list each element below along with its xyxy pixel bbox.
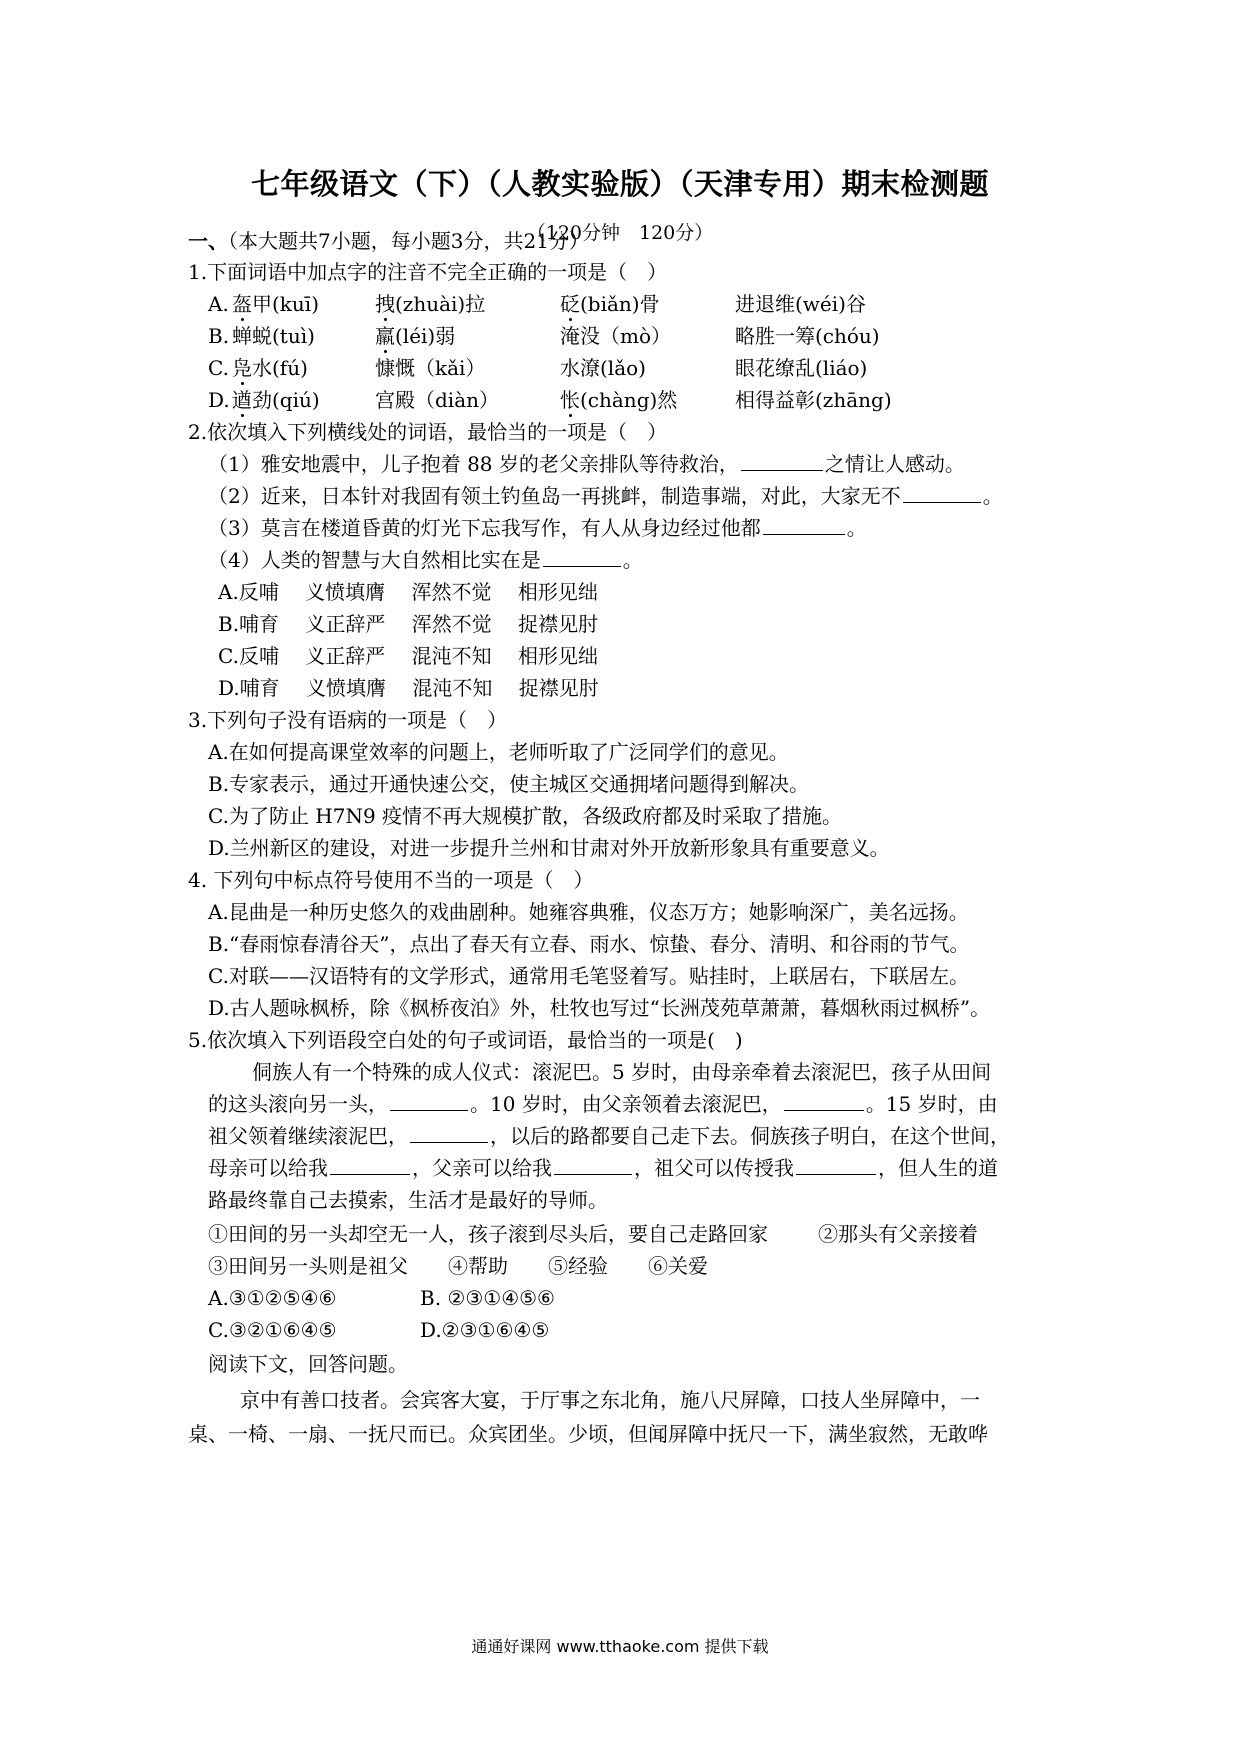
reading-text-line1: 京中有善口技者。会宾客大宴，于厅事之东北角，施八尺屏障，口技人坐屏障中，一: [240, 1388, 980, 1412]
q5-option-b: B. ②③①④⑤⑥: [420, 1286, 555, 1310]
q5-passage-line4: 母亲可以给我 ，父亲可以给我 ，祖父可以传授我 ，但人生的道: [208, 1156, 998, 1180]
q1-option-b-label: B.: [208, 324, 230, 348]
q1-option-d-word4: 相得益彰(zhāng): [735, 388, 892, 412]
q1-option-b-word3: 淹没（mò）: [560, 324, 672, 348]
q2-sentence-1: （1）雅安地震中，儿子抱着 88 岁的老父亲排队等待救治， 之情让人感动。: [208, 452, 965, 476]
q5-option-c: C.③②①⑥④⑤: [208, 1318, 337, 1342]
q2-sentence-4: （4）人类的智慧与大自然相比实在是 。: [208, 548, 643, 572]
reading-text-line2: 桌、一椅、一扇、一抚尺而已。众宾团坐。少顷，但闻屏障中抚尺一下，满坐寂然，无敢哗: [188, 1422, 988, 1446]
q5-option-d: D.②③①⑥④⑤: [420, 1318, 550, 1342]
q1-option-c-word1: 凫水(fú): [232, 356, 308, 380]
q3-option-c: C.为了防止 H7N9 疫情不再大规模扩散，各级政府都及时采取了措施。: [208, 804, 843, 828]
q1-option-a-word3: 砭(biǎn)骨: [560, 292, 660, 316]
q1-option-d-word1: 遒劲(qiú): [232, 388, 320, 412]
section-description: （本大题共7小题，每小题3分，共21分）: [228, 229, 589, 253]
q3-option-d: D.兰州新区的建设，对进一步提升兰州和甘肃对外开放新形象具有重要意义。: [208, 836, 890, 860]
q5-stem: 5.依次填入下列语段空白处的句子或词语，最恰当的一项是( ): [188, 1028, 743, 1052]
q2-option-d: D.哺育 义愤填膺 混沌不知 捉襟见肘: [218, 676, 599, 700]
q5-option-a: A.③①②⑤④⑥: [208, 1286, 337, 1310]
q3-option-b: B.专家表示，通过开通快速公交，使主城区交通拥堵问题得到解决。: [208, 772, 810, 796]
q1-option-a-label: A.: [208, 292, 229, 316]
answer-blank: [554, 1156, 632, 1175]
q1-option-a-word2: 拽(zhuài)拉: [375, 292, 486, 316]
q2-option-a: A.反哺 义愤填膺 浑然不觉 相形见绌: [218, 580, 598, 604]
q3-stem: 3.下列句子没有语病的一项是（ ）: [188, 708, 508, 732]
q1-option-d-word3: 怅(chàng)然: [560, 388, 678, 412]
q5-passage-line5: 路最终靠自己去摸索，生活才是最好的导师。: [208, 1188, 608, 1212]
answer-blank: [741, 452, 823, 471]
q1-option-c-label: C.: [208, 356, 229, 380]
q4-option-b: B.“春雨惊春清谷天”，点出了春天有立春、雨水、惊蛰、春分、清明、和谷雨的节气。: [208, 932, 970, 956]
q1-option-c-word3: 水潦(lǎo): [560, 356, 646, 380]
answer-blank: [903, 484, 981, 503]
q2-option-c: C.反哺 义正辞严 混沌不知 相形见绌: [218, 644, 599, 668]
answer-blank: [390, 1092, 468, 1111]
section-header: [188, 227, 589, 255]
answer-blank: [784, 1092, 864, 1111]
q1-option-d-word2: 宫殿（diàn）: [375, 388, 500, 412]
answer-blank: [410, 1124, 488, 1143]
answer-blank: [763, 516, 845, 535]
q5-choices-line1: ①田间的另一头却空无一人，孩子滚到尽头后，要自己走路回家 ②那头有父亲接着: [208, 1222, 978, 1246]
answer-blank: [330, 1156, 410, 1175]
q1-option-b-word1: 蝉蜕(tuì): [232, 324, 315, 348]
q2-option-b: B.哺育 义正辞严 浑然不觉 捉襟见肘: [218, 612, 599, 636]
q5-passage-line3: 祖父领着继续滚泥巴， ，以后的路都要自己走下去。侗族孩子明白，在这个世间，: [208, 1124, 1010, 1148]
q1-option-c-word4: 眼花缭乱(liáo): [735, 356, 868, 380]
q4-option-c: C.对联——汉语特有的文学形式，通常用毛笔竖着写。贴挂时，上联居右，下联居左。: [208, 964, 969, 988]
q1-option-c-word2: 慷慨（kǎi）: [375, 356, 486, 380]
exam-duration-score: （120分钟 120分）: [526, 222, 714, 244]
q1-option-b-word4: 略胜一筹(chóu): [735, 324, 880, 348]
reading-intro: 阅读下文，回答问题。: [208, 1352, 408, 1376]
q1-stem: 1.下面词语中加点字的注音不完全正确的一项是（ ）: [188, 260, 668, 284]
page-footer: 通通好课网 www.tthaoke.com 提供下载: [471, 1637, 769, 1656]
section-number: 一、: [188, 229, 228, 253]
q5-passage-line1: 侗族人有一个特殊的成人仪式：滚泥巴。5 岁时，由母亲牵着去滚泥巴，孩子从田间: [252, 1060, 992, 1084]
q4-option-a: A.昆曲是一种历史悠久的戏曲剧种。她雍容典雅，仪态万方；她影响深广，美名远扬。: [208, 900, 969, 924]
q1-option-d-label: D.: [208, 388, 230, 412]
q2-stem: 2.依次填入下列横线处的词语，最恰当的一项是（ ）: [188, 420, 668, 444]
q3-option-a: A.在如何提高课堂效率的问题上，老师听取了广泛同学们的意见。: [208, 740, 789, 764]
q5-choices-line2: ③田间另一头则是祖父 ④帮助 ⑤经验 ⑥关爱: [208, 1254, 708, 1278]
q5-passage-line2: 的这头滚向另一头， 。10 岁时，由父亲领着去滚泥巴， 。15 岁时，由: [208, 1092, 998, 1116]
answer-blank: [543, 548, 621, 567]
q4-option-d: D.古人题咏枫桥，除《枫桥夜泊》外，杜牧也写过“长洲茂苑草萧萧，暮烟秋雨过枫桥”。: [208, 996, 991, 1020]
q4-stem: 4. 下列句中标点符号使用不当的一项是（ ）: [188, 868, 594, 892]
answer-blank: [796, 1156, 876, 1175]
q1-option-a-word4: 进退维(wéi)谷: [735, 292, 866, 316]
q2-sentence-2: （2）近来，日本针对我固有领土钓鱼岛一再挑衅，制造事端，对此，大家无不 。: [208, 484, 1003, 508]
q1-option-b-word2: 羸(léi)弱: [375, 324, 456, 348]
q1-option-a-word1: 盔甲(kuī): [232, 292, 320, 316]
q2-sentence-3: （3）莫言在楼道昏黄的灯光下忘我写作，有人从身边经过他都 。: [208, 516, 867, 540]
page-title: 七年级语文（下）（人教实验版）（天津专用）期末检测题: [250, 167, 989, 201]
